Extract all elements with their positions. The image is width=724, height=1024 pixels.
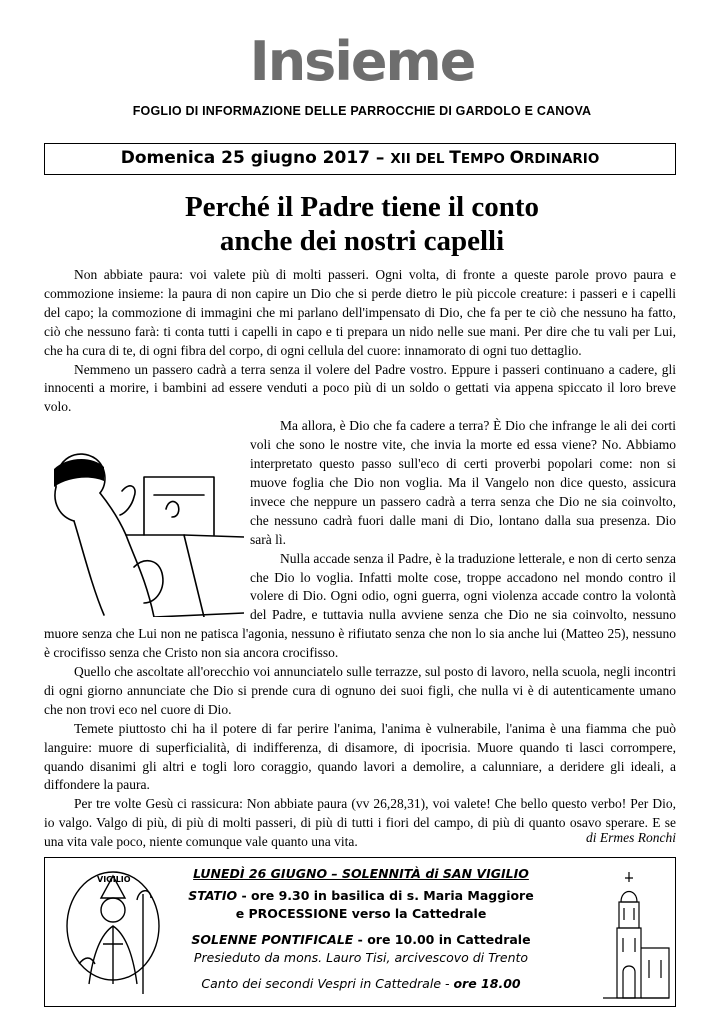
- headline-line-1: Perché il Padre tiene il conto: [184, 191, 540, 223]
- notice-pontificale: SOLENNE PONTIFICALE: [191, 932, 354, 947]
- notice-line-3: e PROCESSIONE verso la Cattedrale: [235, 906, 487, 921]
- liturgical-text-3: EMPO: [460, 151, 510, 167]
- article-headline: [0, 190, 724, 258]
- notice-line-5: Presieduto da mons. Lauro Tisi, arcivescovo di Trento: [193, 950, 529, 965]
- notice-line-6: [45, 976, 677, 991]
- seal-inscription: VIGILIO: [97, 875, 131, 884]
- liturgical-text-1: XII DEL: [390, 151, 450, 167]
- paragraph-2: [44, 361, 676, 418]
- notice-vespri: Canto dei secondi Vespri in Cattedrale -: [201, 976, 454, 991]
- liturgical-text-4: O: [509, 148, 525, 168]
- masthead-title: Insieme: [249, 30, 475, 93]
- paragraph-1: Non abbiate paura: voi valete più di molti passeri. Ogni volta, di fronte a queste parole provo paura e commozione insieme: la paura di non capire un Dio che si perde dietro le più piccole creature: i passeri e i capelli del capo; la commozione di immagini che mi parlano dell'impensato di Dio, che fa per te ciò che nessuno ha fatto, ciò che nessuno farà: ti conta tutti i capelli in capo e ti prepara un nido nelle sue mani. Per dire che tu vali per Lui, che ha cura di te, di ogni fibra del corpo, di ogni cellula del cuore: innamorato di ogni tuo dettaglio.: [44, 267, 676, 358]
- date-text: Domenica 25 giugno 2017 –: [120, 148, 391, 168]
- headline-line-2: anche dei nostri capelli: [219, 225, 505, 257]
- notice-pontificale-detail: - ore 10.00 in Cattedrale: [353, 932, 531, 947]
- notice-vespri-time: ore 18.00: [453, 976, 521, 991]
- notice-statio-detail: - ore 9.30 in basilica di s. Maria Maggiore: [237, 888, 534, 903]
- liturgical-text-5: RDINARIO: [524, 151, 600, 167]
- paragraph-5: Quello che ascoltate all'orecchio voi annunciatelo sulle terrazze, sul posto di lavoro, nella scuola, negli incontri di ogni giorno annunciate che Dio si prende cura di ognuno dei suoi figli, che nulla vi è di autenticamente umano che non trovi eco nel cuore di Dio.: [44, 664, 676, 717]
- paragraph-7: Per tre volte Gesù ci rassicura: Non abbiate paura (vv 26,28,31), voi valete! Che bello questo verbo! Per Dio, io valgo. Valgo di più, di più di molti passeri, di più di tutti i fiori del campo, di più di quanto osavo sperare. E se una vita vale poco, niente comunque vale quanto una vita.: [44, 796, 676, 850]
- notice-feast-title: LUNEDÌ 26 GIUGNO – SOLENNITÀ di SAN VIGILIO: [193, 866, 529, 881]
- illustration-sparrow-hand: [34, 417, 244, 617]
- paragraph-4: Nulla accade senza il Padre, è la traduzione letterale, e non di certo senza che Dio lo voglia. Infatti molte cose, troppe accadono nel mondo contro il volere di Dio. Ogni odio, ogni guerra, ogni violenza accade contro la volontà del Padre, e tuttavia nulla avviene senza che Dio ne sia coinvolto, nessuno muore senza che Lui non ne patisca l'agonia, nessuno è rifiutato senza che non lo sia anche lui (Matteo 25), nessuno è crocifisso senza che Cristo non sia ancora crocifisso.: [44, 550, 676, 661]
- paragraph-3: Ma allora, è Dio che fa cadere a terra? È Dio che infrange le ali dei corti voli che sono le nostre vite, che invia la morte ed essa viene? No. Abbiamo interpretato questo passo sull'eco di certi proverbi popolari come: non si muove foglia che Dio non voglia. Ma il Vangelo non dice questo, assicura invece che neppure un passero cadrà a terra senza che Dio ne sia coinvolto, che nessuno cadrà fuori dalle mani di Dio, lontano dalla sua presenza. Dio sarà lì.: [250, 418, 676, 547]
- article-author: di Ermes Ronchi: [586, 830, 676, 845]
- cathedral-icon: [601, 868, 671, 1000]
- notice-line-2: [45, 888, 677, 903]
- article-body: [44, 266, 676, 852]
- sparrow-hand-drawing: [34, 417, 244, 617]
- notice-line-1: [45, 866, 677, 881]
- san-vigilio-notice: [44, 857, 676, 1007]
- masthead-subtitle: FOGLIO DI INFORMAZIONE DELLE PARROCCHIE DI GARDOLO E CANOVA: [132, 104, 592, 118]
- paragraph-6: Temete piuttosto chi ha il potere di far perire l'anima, l'anima è vulnerabile, l'anima è una fiamma che può languire: muore di superficialità, di indifferenza, di disamore, di ipocrisia. Muore quando ti lasci corrompere, quando disanimi gli altri e togli loro coraggio, quando lavori a demolire, a calunniare, a deridere gli ideali, a diffondere la paura.: [44, 720, 676, 793]
- notice-line-4: [45, 932, 677, 947]
- paragraph-2-text: Nemmeno un passero cadrà a terra senza il volere del Padre vostro. Eppure i passeri continuano a cadere, gli innocenti a morire, i bambini ad essere venduti a poco più di un soldo o gettati via appena spiccato il loro breve volo.: [44, 361, 676, 415]
- liturgical-text-2: T: [449, 148, 461, 168]
- date-banner: [44, 143, 676, 175]
- notice-statio: STATIO: [188, 888, 238, 903]
